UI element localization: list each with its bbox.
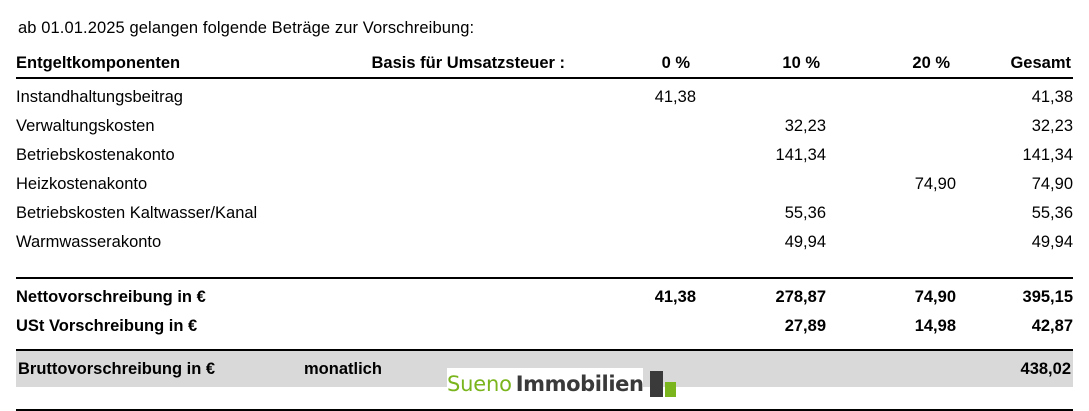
row-total: 41,38 [1031,88,1073,106]
row-total: 55,36 [1031,204,1073,222]
row-value-0: 41,38 [654,88,696,106]
summary-value-0: 41,38 [571,278,696,312]
row-value-0 [571,228,696,257]
row-value-0 [571,141,696,170]
row-value-10: 49,94 [784,233,826,251]
summary-basis [326,312,571,341]
company-logo [447,368,643,400]
summary-row-net [16,278,1073,312]
row-basis [326,199,571,228]
table-row [16,228,1073,257]
logo-text-sueno: Sueno [447,372,512,396]
building-icon-wing [665,382,676,397]
gross-total-amount: 438,02 [1020,359,1071,378]
table-spacer-cell [16,257,1073,278]
row-label: Warmwasserakonto [16,233,162,251]
row-value-10 [696,170,826,199]
summary-value-10: 278,87 [696,278,826,312]
summary-row-vat [16,312,1073,341]
table-header-row [16,54,1073,78]
row-value-10: 32,23 [784,117,826,135]
row-value-20: 74,90 [914,175,956,193]
table-summary [16,278,1073,341]
table-header [16,54,1073,78]
table-row [16,141,1073,170]
row-value-20 [826,112,956,141]
table-body [16,78,1073,278]
intro-text: ab 01.01.2025 gelangen folgende Beträge zur Vorschreibung: [18,19,475,37]
row-value-20 [826,199,956,228]
table-row [16,112,1073,141]
row-label: Betriebskostenakonto [16,146,175,164]
summary-value-20: 74,90 [826,278,956,312]
building-icon-tower [650,371,663,397]
summary-basis [326,278,571,312]
header-gesamt: Gesamt [956,54,1073,78]
header-rate-10: 10 % [696,54,826,78]
row-value-10 [696,78,826,112]
charges-table [16,54,1073,341]
row-label: Verwaltungskosten [16,117,155,135]
summary-total: 42,87 [1031,317,1073,335]
summary-value-20: 14,98 [914,317,956,335]
row-value-0 [571,170,696,199]
table-spacer [16,257,1073,278]
row-value-10: 55,36 [784,204,826,222]
header-rate-0: 0 % [571,54,696,78]
table-row [16,199,1073,228]
row-basis [326,228,571,257]
row-basis [326,170,571,199]
row-total: 141,34 [1022,146,1073,164]
row-total: 32,23 [1031,117,1073,135]
logo-text-immobilien: Immobilien [515,372,644,396]
summary-total: 395,15 [956,278,1073,312]
summary-label: Nettovorschreibung in € [16,278,326,312]
header-basis-umsatzsteuer: Basis für Umsatzsteuer : [326,54,571,78]
gross-total-label: Bruttovorschreibung in € [18,359,216,378]
row-value-20 [826,78,956,112]
table-row [16,78,1073,112]
row-total: 49,94 [1031,233,1073,251]
table-row [16,170,1073,199]
row-label: Heizkostenakonto [16,175,148,193]
header-rate-20: 20 % [826,54,956,78]
row-basis [326,78,571,112]
row-basis [326,112,571,141]
header-entgeltkomponenten: Entgeltkomponenten [16,54,326,78]
row-value-10: 141,34 [775,146,826,164]
row-basis [326,141,571,170]
row-label: Betriebskosten Kaltwasser/Kanal [16,204,258,222]
row-value-20 [826,228,956,257]
row-value-0 [571,199,696,228]
summary-value-0 [571,312,696,341]
row-label: Instandhaltungsbeitrag [16,88,183,106]
gross-total-period: monatlich [304,359,382,378]
summary-value-10: 27,89 [784,317,826,335]
row-value-20 [826,141,956,170]
row-value-0 [571,112,696,141]
summary-label: USt Vorschreibung in € [16,317,198,335]
row-total: 74,90 [1031,175,1073,193]
